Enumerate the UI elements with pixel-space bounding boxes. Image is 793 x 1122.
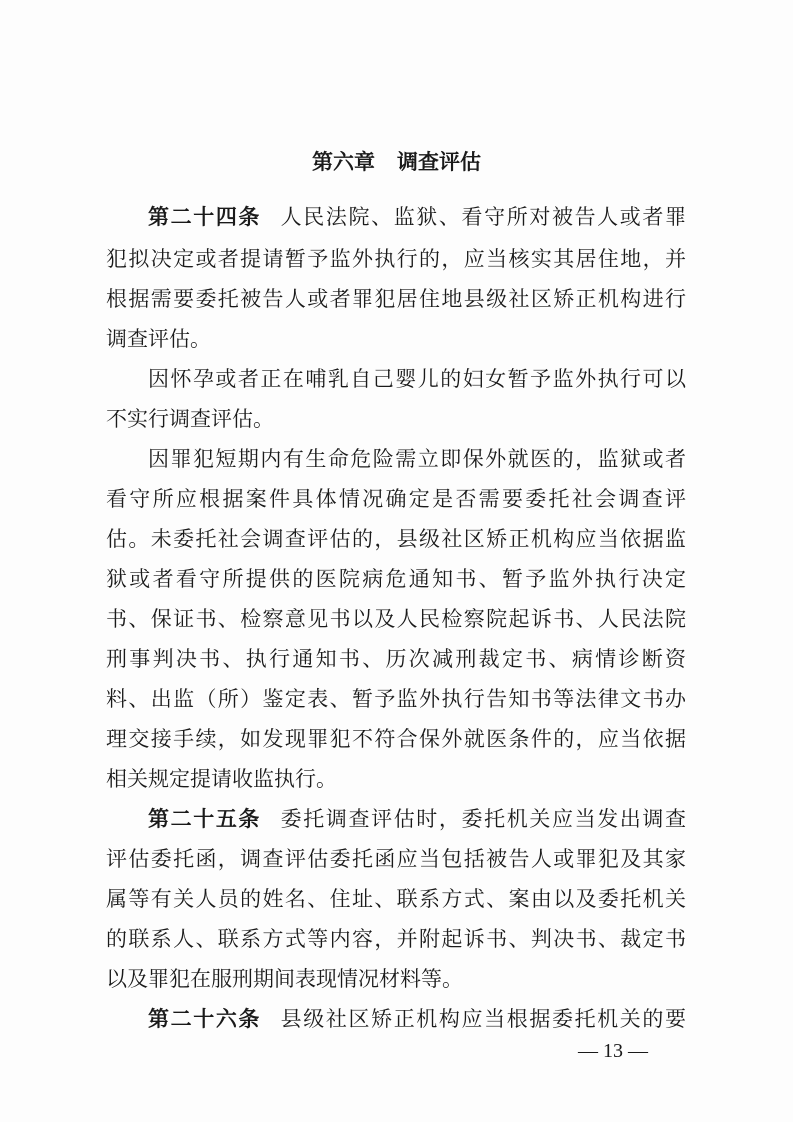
paragraph-3-line-4: 狱或者看守所提供的医院病危通知书、暂予监外执行决定 (106, 567, 686, 591)
article-25-line-5: 以及罪犯在服刑期间表现情况材料等。 (106, 967, 463, 991)
chapter-title: 调查评估 (397, 150, 481, 174)
article-26-line-1: 第二十六条 县级社区矫正机构应当根据委托机关的要 (148, 1007, 687, 1031)
article-24-line-1: 第二十四条 人民法院、监狱、看守所对被告人或者罪 (148, 205, 687, 229)
article-24-line-3: 根据需要委托被告人或者罪犯居住地县级社区矫正机构进行 (106, 287, 686, 311)
page-number: — 13 — (578, 1040, 648, 1062)
article-25-line-3: 属等有关人员的姓名、住址、联系方式、案由以及委托机关 (106, 887, 686, 911)
article-26-label: 第二十六条 (148, 1007, 262, 1031)
article-25-line-2: 评估委托函，调查评估委托函应当包括被告人或罪犯及其家 (106, 847, 686, 871)
paragraph-3-line-1: 因罪犯短期内有生命危险需立即保外就医的，监狱或者 (148, 447, 686, 471)
article-24-line-4: 调查评估。 (106, 327, 211, 351)
article-25-label: 第二十五条 (148, 807, 262, 831)
paragraph-3-line-8: 理交接手续，如发现罪犯不符合保外就医条件的，应当依据 (106, 727, 686, 751)
paragraph-3-line-5: 书、保证书、检察意见书以及人民检察院起诉书、人民法院 (106, 607, 686, 631)
article-25-line-1: 第二十五条 委托调查评估时，委托机关应当发出调查 (148, 807, 687, 831)
chapter-heading (0, 146, 793, 176)
paragraph-2-line-1: 因怀孕或者正在哺乳自己婴儿的妇女暂予监外执行可以 (148, 367, 686, 391)
paragraph-2-line-2: 不实行调查评估。 (106, 407, 274, 431)
paragraph-3-line-2: 看守所应根据案件具体情况确定是否需要委托社会调查评 (106, 487, 686, 511)
paragraph-3-line-6: 刑事判决书、执行通知书、历次减刑裁定书、病情诊断资 (106, 647, 686, 671)
article-24-line-2: 犯拟决定或者提请暂予监外执行的，应当核实其居住地，并 (106, 247, 686, 271)
paragraph-3-line-3: 估。未委托社会调查评估的，县级社区矫正机构应当依据监 (106, 527, 686, 551)
chapter-number: 第六章 (312, 150, 375, 174)
paragraph-3-line-9: 相关规定提请收监执行。 (106, 767, 337, 791)
paragraph-3-line-7: 料、出监（所）鉴定表、暂予监外执行告知书等法律文书办 (106, 687, 686, 711)
article-25-line-4: 的联系人、联系方式等内容，并附起诉书、判决书、裁定书 (106, 927, 686, 951)
article-24-label: 第二十四条 (148, 205, 262, 229)
